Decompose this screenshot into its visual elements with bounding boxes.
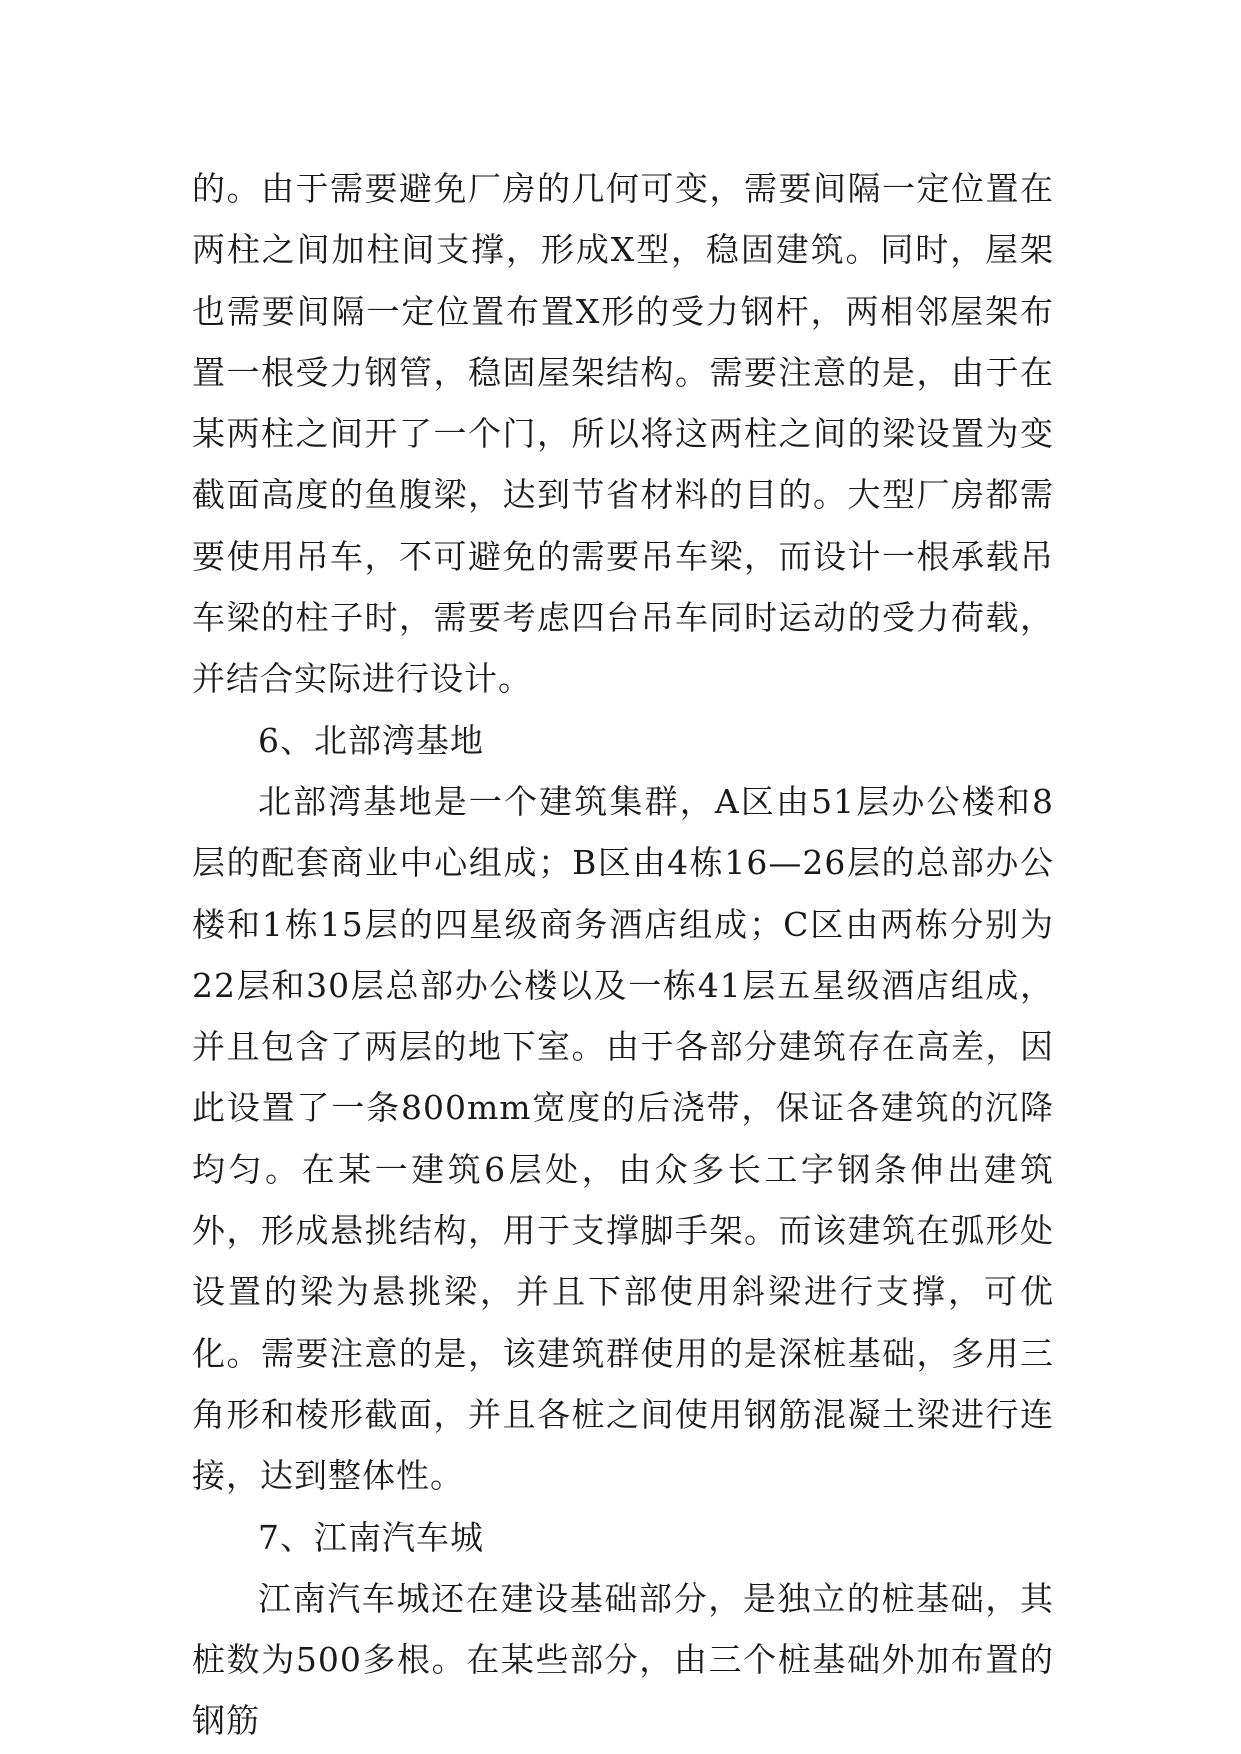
body-text <box>192 158 1054 1752</box>
paragraph-beibuwan-base: 北部湾基地是一个建筑集群，A区由51层办公楼和8层的配套商业中心组成；B区由4栋16—26层的总部办公楼和1栋15层的四星级商务酒店组成；C区由两栋分别为22层和30层总部办公楼以及一栋41层五星级酒店组成，并且包含了两层的地下室。由于各部分建筑存在高差，因此设置了一条800mm宽度的后浇带，保证各建筑的沉降均匀。在某一建筑6层处，由众多长工字钢条伸出建筑外，形成悬挑结构，用于支撑脚手架。而该建筑在弧形处设置的梁为悬挑梁，并且下部使用斜梁进行支撑，可优化。需要注意的是，该建筑群使用的是深桩基础，多用三角形和棱形截面，并且各桩之间使用钢筋混凝土梁进行连接，达到整体性。 <box>192 781 1054 1496</box>
paragraph-jiangnan-auto-city: 江南汽车城还在建设基础部分，是独立的桩基础，其桩数为500多根。在某些部分，由三个桩基础外加布置的钢筋 <box>192 1578 1054 1741</box>
paragraph-factory-structure: 的。由于需要避免厂房的几何可变，需要间隔一定位置在两柱之间加柱间支撑，形成X型，稳固建筑。同时，屋架也需要间隔一定位置布置X形的受力钢杆，两相邻屋架布置一根受力钢管，稳固屋架结构。需要注意的是，由于在某两柱之间开了一个门，所以将这两柱之间的梁设置为变截面高度的鱼腹梁，达到节省材料的目的。大型厂房都需要使用吊车，不可避免的需要吊车梁，而设计一根承载吊车梁的柱子时，需要考虑四台吊车同时运动的受力荷载，并结合实际进行设计。 <box>192 169 1054 699</box>
heading-beibuwan-base: 6、北部湾基地 <box>258 720 484 760</box>
heading-jiangnan-auto-city: 7、江南汽车城 <box>258 1517 484 1557</box>
